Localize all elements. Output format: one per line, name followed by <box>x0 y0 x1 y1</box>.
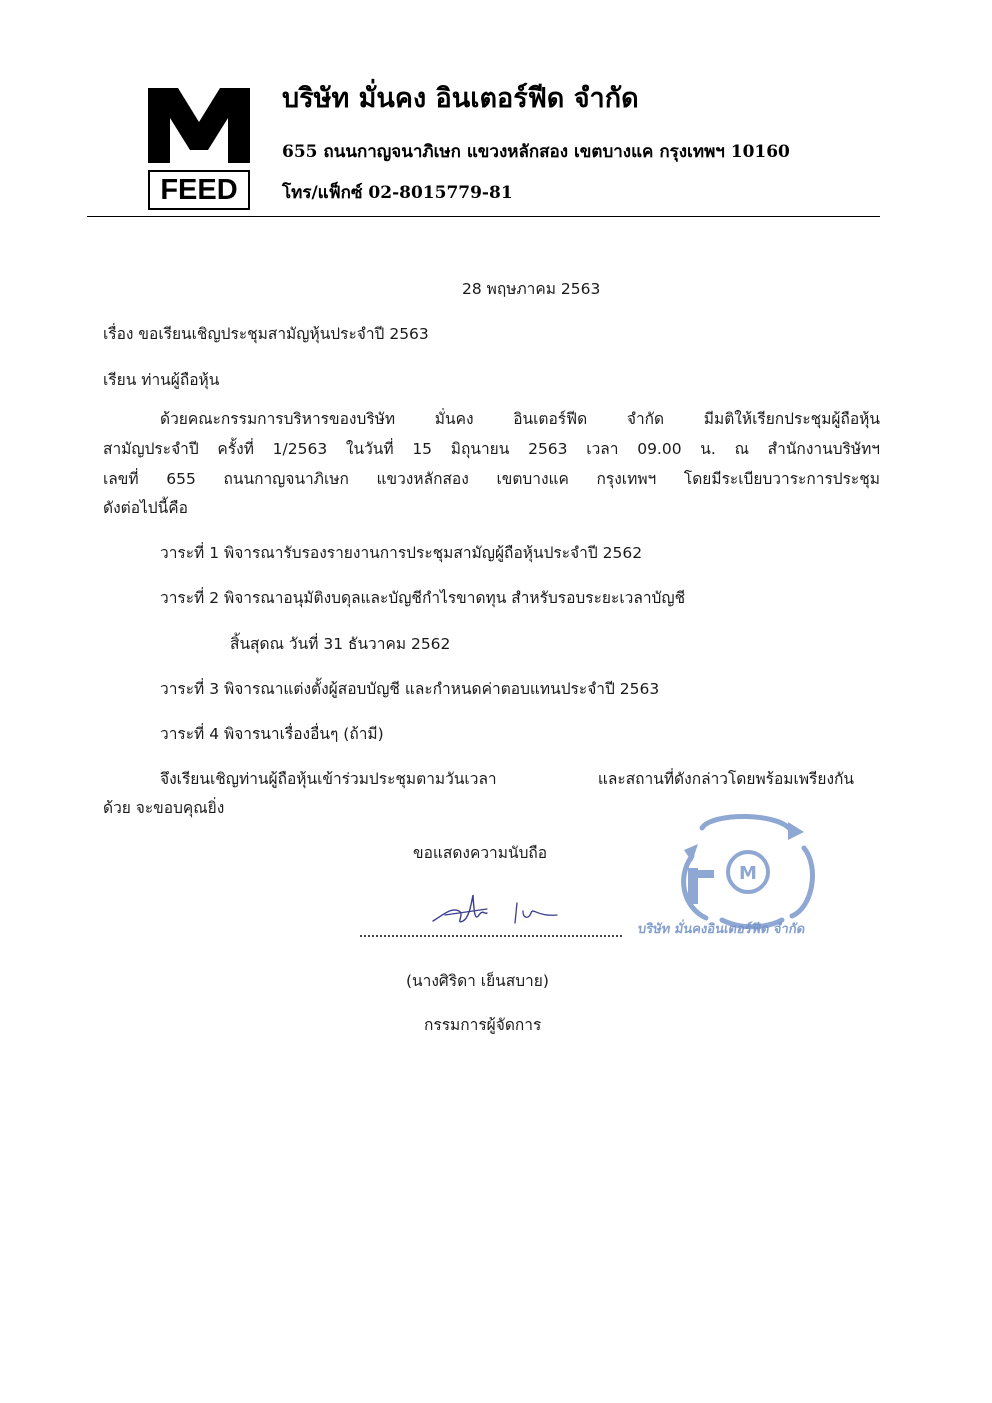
company-logo <box>148 88 250 210</box>
handwritten-signature <box>425 885 565 935</box>
letter-recipient: เรียน ท่านผู้ถือหุ้น <box>103 371 220 389</box>
agenda-item-1: วาระที่ 1 พิจารณารับรองรายงานการประชุมสามัญผู้ถือหุ้นประจำปี 2562 <box>160 544 643 562</box>
agenda-item-3: วาระที่ 3 พิจารณาแต่งตั้งผู้สอบบัญชี และกำหนดค่าตอบแทนประจำปี 2563 <box>160 680 660 698</box>
agenda-item-2-continued: สิ้นสุดณ วันที่ 31 ธันวาคม 2562 <box>230 635 451 653</box>
regards: ขอแสดงความนับถือ <box>413 844 548 862</box>
closing-line-1: จึงเรียนเชิญท่านผู้ถือหุ้นเข้าร่วมประชุมตามวันเวลา และสถานที่ดังกล่าวโดยพร้อมเพรียงกัน <box>160 770 854 788</box>
company-phone: โทร/แฟ็กซ์ 02-8015779-81 <box>282 183 513 203</box>
intro-line-3: เลขที่ 655 ถนนกาญจนาภิเษก แขวงหลักสอง เขตบางแค กรุงเทพฯ โดยมีระเบียบวาระการประชุม <box>103 470 880 488</box>
intro-line-4: ดังต่อไปนี้คือ <box>103 499 188 517</box>
intro-line-1: ด้วยคณะกรรมการบริหารของบริษัท มั่นคง อินเตอร์ฟีด จำกัด มีมติให้เรียกประชุมผู้ถือหุ้น <box>160 410 880 428</box>
company-address: 655 ถนนกาญจนาภิเษก แขวงหลักสอง เขตบางแค กรุงเทพฯ 10160 <box>282 142 790 162</box>
seal-company-text: บริษัท มั่นคงอินเตอร์ฟีด จำกัด <box>636 922 807 937</box>
logo-feed-text: FEED <box>148 170 250 210</box>
logo-m-mark <box>148 88 250 163</box>
signer-name: (นางศิริดา เย็นสบาย) <box>406 972 549 990</box>
signature-line <box>360 935 622 937</box>
agenda-item-2: วาระที่ 2 พิจารณาอนุมัติงบดุลและบัญชีกำไรขาดทุน สำหรับรอบระยะเวลาบัญชี <box>160 589 686 607</box>
signer-title: กรรมการผู้จัดการ <box>424 1016 542 1034</box>
letter-date: 28 พฤษภาคม 2563 <box>462 280 601 298</box>
closing-line-2: ด้วย จะขอบคุณยิ่ง <box>103 799 225 817</box>
agenda-item-4: วาระที่ 4 พิจารนาเรื่องอื่นๆ (ถ้ามี) <box>160 725 384 743</box>
svg-text:M: M <box>739 863 757 884</box>
header-divider <box>87 216 880 217</box>
company-name: บริษัท มั่นคง อินเตอร์ฟีด จำกัด <box>282 83 639 114</box>
intro-line-2: สามัญประจำปี ครั้งที่ 1/2563 ในวันที่ 15 มิถุนายน 2563 เวลา 09.00 น. ณ สำนักงานบริษัทฯ <box>103 440 880 458</box>
letter-subject: เรื่อง ขอเรียนเชิญประชุมสามัญหุ้นประจำปี 2563 <box>103 325 429 343</box>
